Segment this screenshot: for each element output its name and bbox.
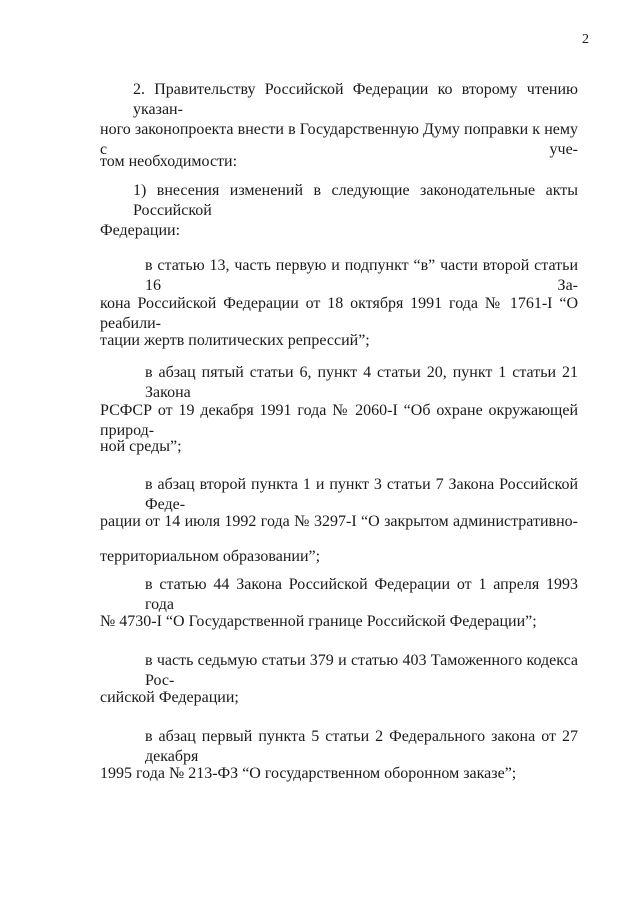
text-line: рации от 14 июля 1992 года № 3297-I “О закрытом административно- [100,513,578,530]
text-line: 2. Правительству Российской Федерации ко второму чтению указан- [133,81,578,118]
text-line: ного законопроекта внести в Государственную Думу поправки к нему с уче- [100,121,578,158]
text-line: в статью 44 Закона Российской Федерации от 1 апреля 1993 года [145,576,578,613]
text-line: сийской Федерации; [100,689,239,706]
text-line: № 4730-I “О Государственной границе Российской Федерации”; [100,613,537,630]
text-line: кона Российской Федерации от 18 октября 1991 года № 1761-I “О реабили- [100,295,578,332]
text-line: в абзац первый пункта 5 статьи 2 Федерального закона от 27 декабря [145,728,578,765]
text-line: том необходимости: [100,153,238,170]
text-line: тации жертв политических репрессий”; [100,332,370,349]
text-line: в часть седьмую статьи 379 и статью 403 Таможенного кодекса Рос- [145,652,578,689]
text-line: 1995 года № 213-ФЗ “О государственном оборонном заказе”; [100,765,517,782]
text-line: в абзац пятый статьи 6, пункт 4 статьи 20, пункт 1 статьи 21 Закона [145,364,578,401]
text-line: РСФСР от 19 декабря 1991 года № 2060-I “Об охране окружающей природ- [100,402,578,439]
page-number: 2 [582,32,589,47]
text-line: территориальном образовании”; [100,548,321,565]
text-line: в абзац второй пункта 1 и пункт 3 статьи 7 Закона Российской Феде- [145,476,578,513]
text-line: 1) внесения изменений в следующие законодательные акты Российской [133,182,578,219]
text-line: ной среды”; [100,438,182,455]
text-line: в статью 13, часть первую и подпункт “в” части второй статьи 16 За- [145,257,578,294]
text-line: Федерации: [100,222,181,239]
